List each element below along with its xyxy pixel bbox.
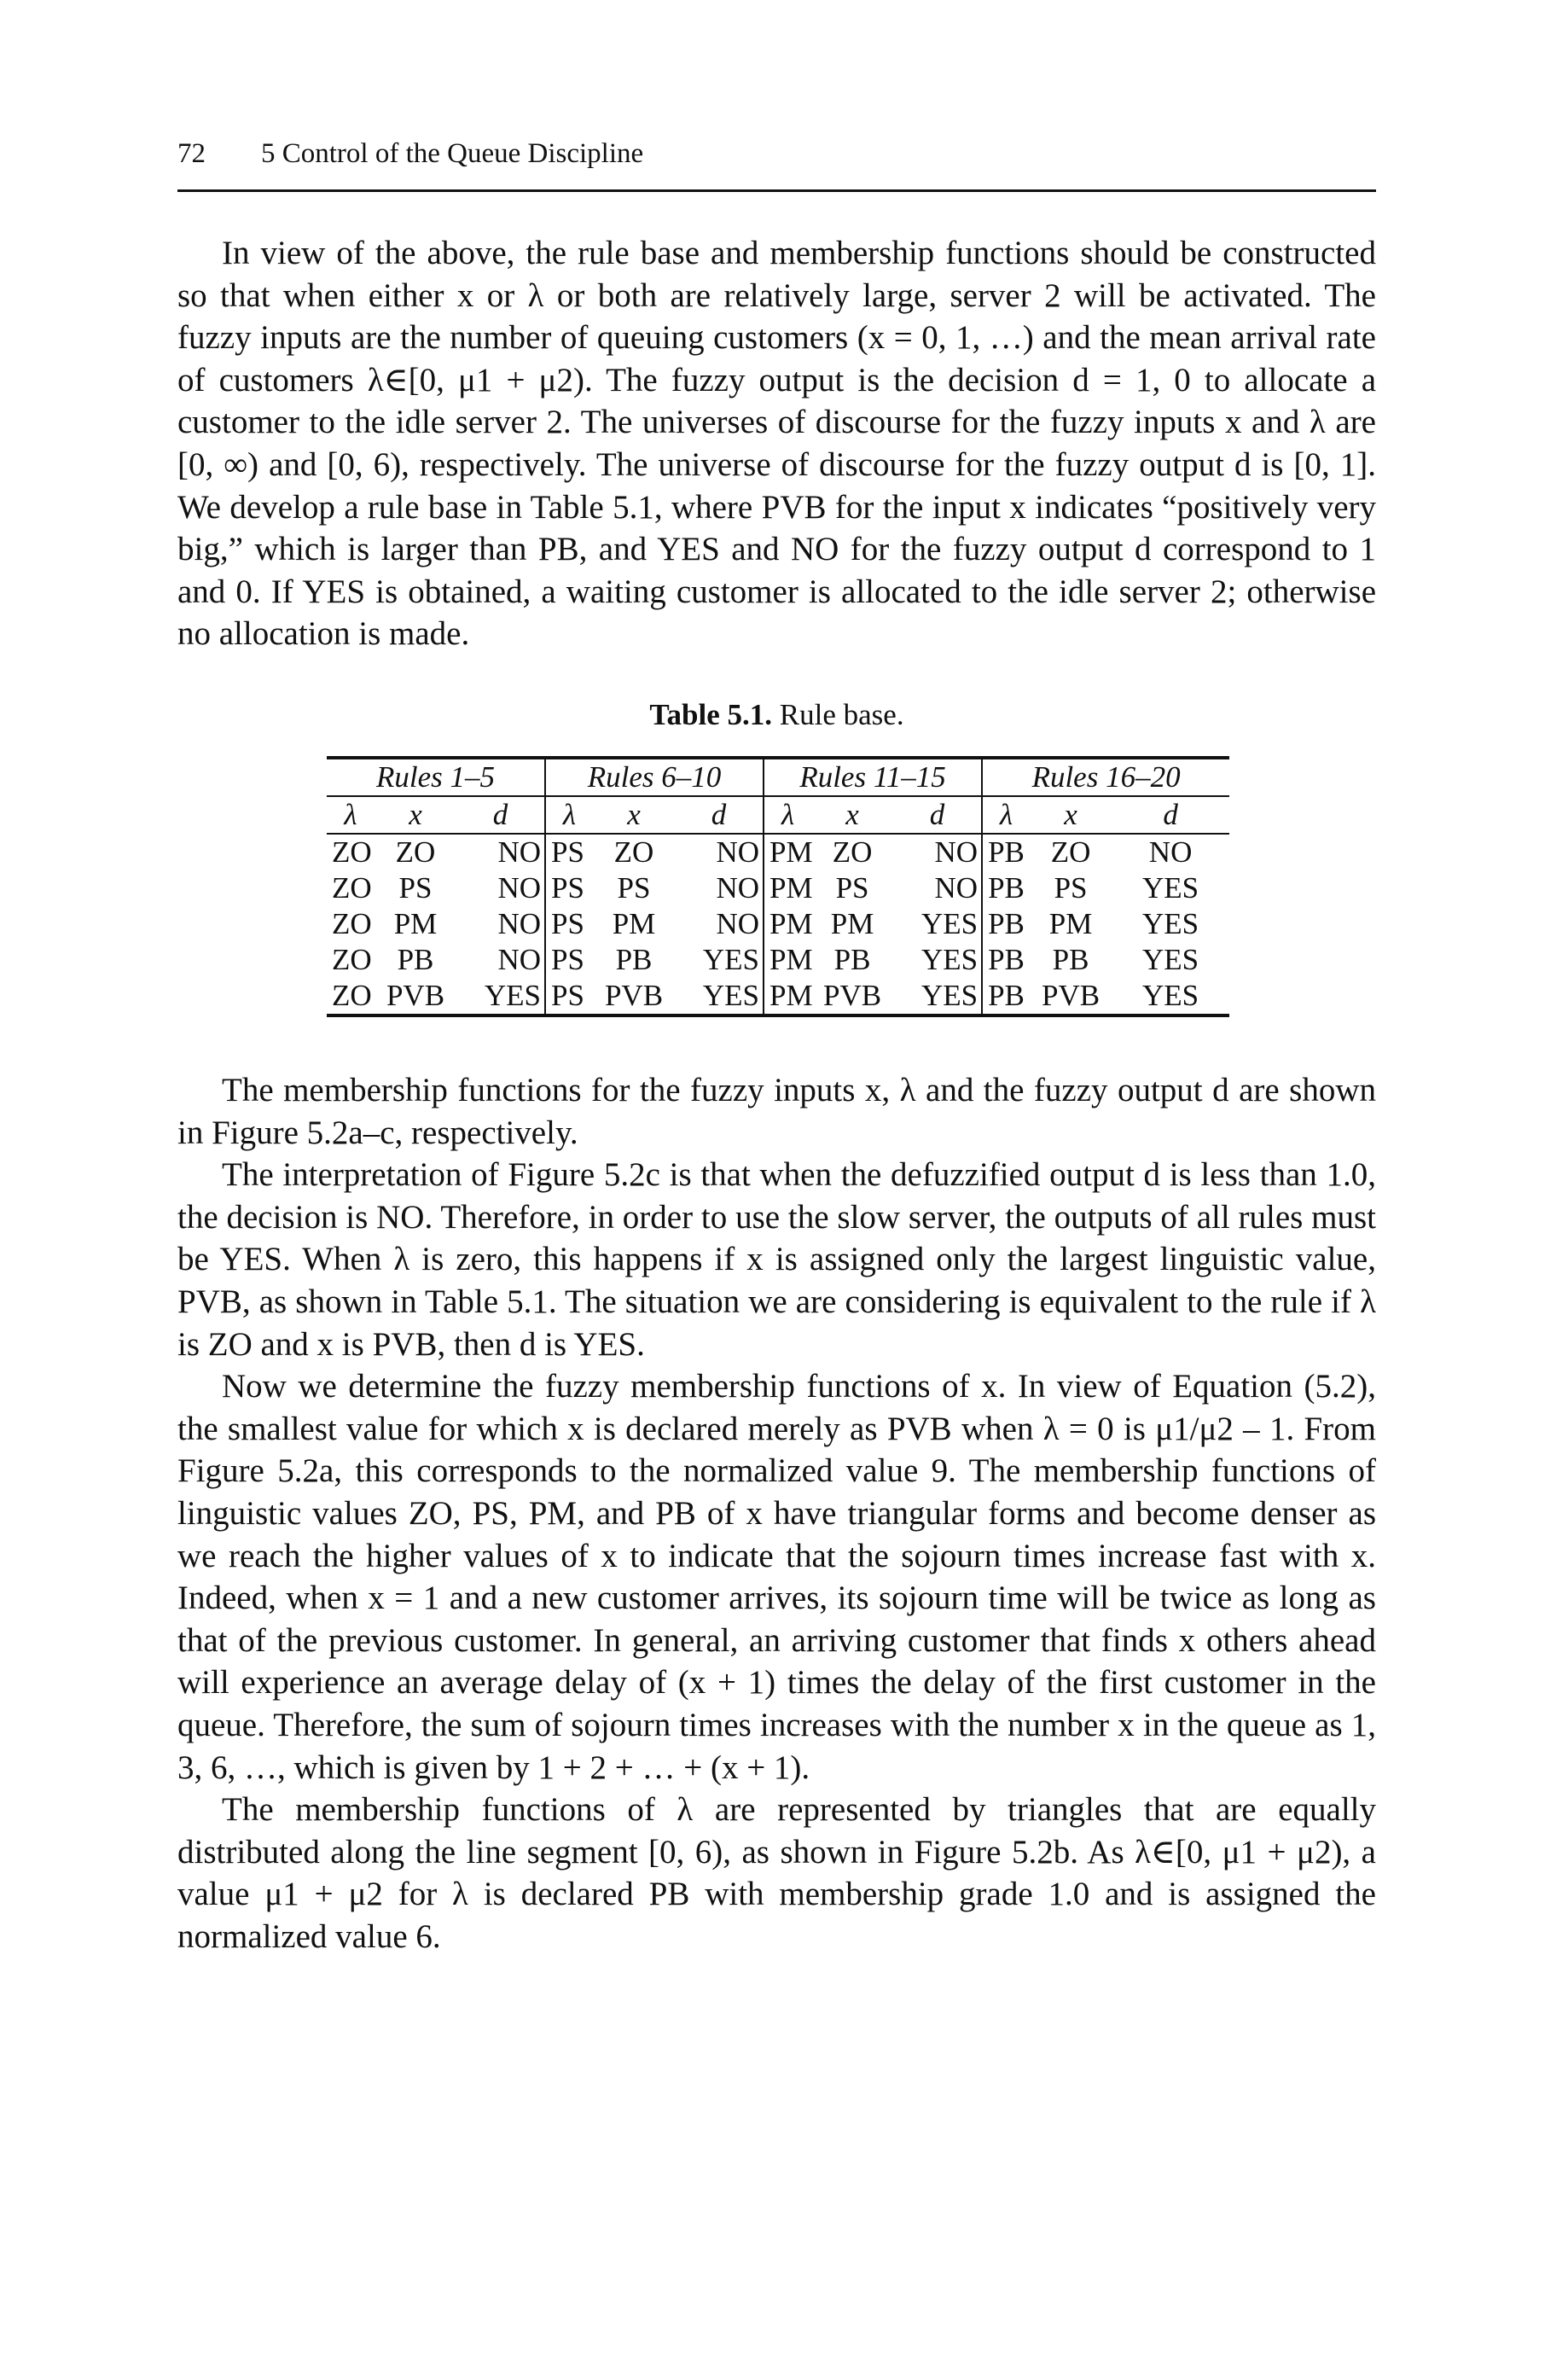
table-cell: YES <box>456 978 545 1015</box>
paragraph: In view of the above, the rule base and membership functions should be constructed so that when either x or λ or both are relatively large, server 2 will be activated. The fuzzy inputs are the number of queuing customers (x = 0, 1, …) and the mean arrival rate of customers λ∈[0, μ1 + μ2). The fuzzy output is the decision d = 1, 0 to allocate a customer to the idle server 2. The universes of discourse for the fuzzy inputs x and λ are [0, ∞) and [0, 6), respectively. The universe of discourse for the fuzzy output d is [0, 1]. We develop a rule base in Table 5.1, where PVB for the input x indicates “positively very big,” which is larger than PB, and YES and NO for the fuzzy output d correspond to 1 and 0. If YES is obtained, a waiting customer is allocated to the idle server 2; otherwise no allocation is made. <box>177 235 1376 653</box>
table-row <box>327 942 1229 978</box>
table-row <box>327 870 1229 906</box>
table-cell: NO <box>716 835 760 869</box>
text-block-bottom <box>177 1069 1376 1958</box>
column-header: d <box>1112 796 1229 834</box>
table-cell: PM <box>393 907 438 940</box>
table-cell: YES <box>920 907 979 940</box>
table-cell: NO <box>716 871 760 905</box>
header-rule <box>177 189 1376 192</box>
text-block-top <box>177 232 1376 655</box>
group-header: Rules 6–10 <box>545 758 764 796</box>
table-cell: PS <box>617 871 651 905</box>
table-cell: NO <box>1148 835 1193 869</box>
column-header: λ <box>982 796 1030 834</box>
table-cell: PM <box>764 942 811 978</box>
table-cell: YES <box>675 978 764 1015</box>
column-header: d <box>675 796 764 834</box>
column-header: d <box>456 796 545 834</box>
column-header: x <box>811 796 893 834</box>
table-cell: YES <box>920 943 979 976</box>
table-cell: PB <box>833 943 871 976</box>
group-header: Rules 16–20 <box>982 758 1229 796</box>
table-cell: PM <box>830 907 874 940</box>
table-cell: PB <box>615 943 653 976</box>
table-caption <box>177 697 1376 733</box>
table-cell: NO <box>716 907 760 940</box>
table-cell: PS <box>545 942 593 978</box>
table-cell: NO <box>497 943 541 976</box>
column-header: d <box>893 796 982 834</box>
table-cell: NO <box>934 871 979 905</box>
column-header: x <box>375 796 456 834</box>
running-title: 5 Control of the Queue Discipline <box>261 138 644 169</box>
table-row <box>327 978 1229 1015</box>
table-cell: PB <box>397 943 434 976</box>
table-cell: NO <box>497 871 541 905</box>
table-cell: PS <box>545 978 593 1015</box>
table-cell: PVB <box>1030 978 1112 1015</box>
table-cell: PS <box>545 906 593 942</box>
group-header: Rules 11–15 <box>764 758 982 796</box>
table-cell: PS <box>835 871 869 905</box>
table-cell: PB <box>982 870 1030 906</box>
table-cell: PS <box>545 870 593 906</box>
table-cell: ZO <box>332 871 372 905</box>
table-cell: PB <box>982 978 1030 1015</box>
table-cell: ZO <box>332 943 372 976</box>
table-cell: ZO <box>832 835 873 869</box>
table-cell: PVB <box>593 978 675 1015</box>
table-cell: PB <box>982 906 1030 942</box>
table-cell: PM <box>612 907 656 940</box>
table-cell: PS <box>398 871 433 905</box>
table-cell: YES <box>1142 871 1199 905</box>
table-cell: NO <box>497 907 541 940</box>
column-header: λ <box>545 796 593 834</box>
column-header: λ <box>327 796 375 834</box>
column-header: x <box>593 796 675 834</box>
column-header: λ <box>764 796 811 834</box>
table-cell: PM <box>764 834 811 870</box>
table-row <box>327 906 1229 942</box>
table-cell: PB <box>1052 943 1089 976</box>
table-cell: NO <box>497 835 541 869</box>
paragraph: The membership functions for the fuzzy inputs x, λ and the fuzzy output d are shown in Figure 5.2a–c, respectively. <box>177 1072 1376 1151</box>
group-header: Rules 1–5 <box>327 758 545 796</box>
table-caption-text: Rule base. <box>779 698 904 731</box>
running-header <box>177 137 1376 171</box>
table-cell: PM <box>764 870 811 906</box>
rule-base-table <box>327 756 1229 1017</box>
table-cell: ZO <box>395 835 436 869</box>
paragraph: Now we determine the fuzzy membership functions of x. In view of Equation (5.2), the smallest value for which x is declared merely as PVB when λ = 0 is μ1/μ2 – 1. From Figure 5.2a, this corresponds to the normalized value 9. The membership functions of linguistic values ZO, PS, PM, and PB of x have triangular forms and become denser as we reach the higher values of x to indicate that the sojourn times increase fast with x. Indeed, when x = 1 and a new customer arrives, its sojourn time will be twice as long as that of the previous customer. In general, an arriving customer that finds x others ahead will experience an average delay of (x + 1) times the delay of the first customer in the queue. Therefore, the sum of sojourn times increases with the number x in the queue as 1, 3, 6, …, which is given by 1 + 2 + … + (x + 1). <box>177 1368 1376 1786</box>
table-cell: PB <box>982 942 1030 978</box>
table-cell: ZO <box>327 978 375 1015</box>
paragraph: The membership functions of λ are represented by triangles that are equally distributed along the line segment [0, 6), as shown in Figure 5.2b. As λ∈[0, μ1 + μ2), a value μ1 + μ2 for λ is declared PB with membership grade 1.0 and is assigned the normalized value 6. <box>177 1791 1376 1955</box>
table-cell: PVB <box>375 978 456 1015</box>
paragraph: The interpretation of Figure 5.2c is that when the defuzzified output d is less than 1.0, the decision is NO. Therefore, in order to use the slow server, the outputs of all rules must be YES. When λ is zero, this happens if x is assigned only the largest linguistic value, PVB, as shown in Table 5.1. The situation we are considering is equivalent to the rule if λ is ZO and x is PVB, then d is YES. <box>177 1156 1376 1363</box>
table-cell: PB <box>982 834 1030 870</box>
table-cell: PS <box>545 834 593 870</box>
table-cell: ZO <box>332 835 372 869</box>
table-cell: YES <box>702 943 760 976</box>
page-number: 72 <box>177 138 206 169</box>
table-cell: ZO <box>613 835 654 869</box>
table-cell: PM <box>764 978 811 1015</box>
table-cell: YES <box>1142 943 1199 976</box>
column-header: x <box>1030 796 1112 834</box>
table-cell: PM <box>764 906 811 942</box>
table-cell: ZO <box>1050 835 1091 869</box>
table-cell: YES <box>1142 907 1199 940</box>
table-cell: YES <box>893 978 982 1015</box>
table-caption-label: Table 5.1. <box>649 698 773 731</box>
table-cell: ZO <box>332 907 372 940</box>
table-cell: PS <box>1054 871 1088 905</box>
table-cell: YES <box>1112 978 1229 1015</box>
table-body <box>327 834 1229 1015</box>
table-cell: PM <box>1048 907 1093 940</box>
table-cell: PVB <box>811 978 893 1015</box>
table-cell: NO <box>934 835 979 869</box>
table-row <box>327 834 1229 870</box>
